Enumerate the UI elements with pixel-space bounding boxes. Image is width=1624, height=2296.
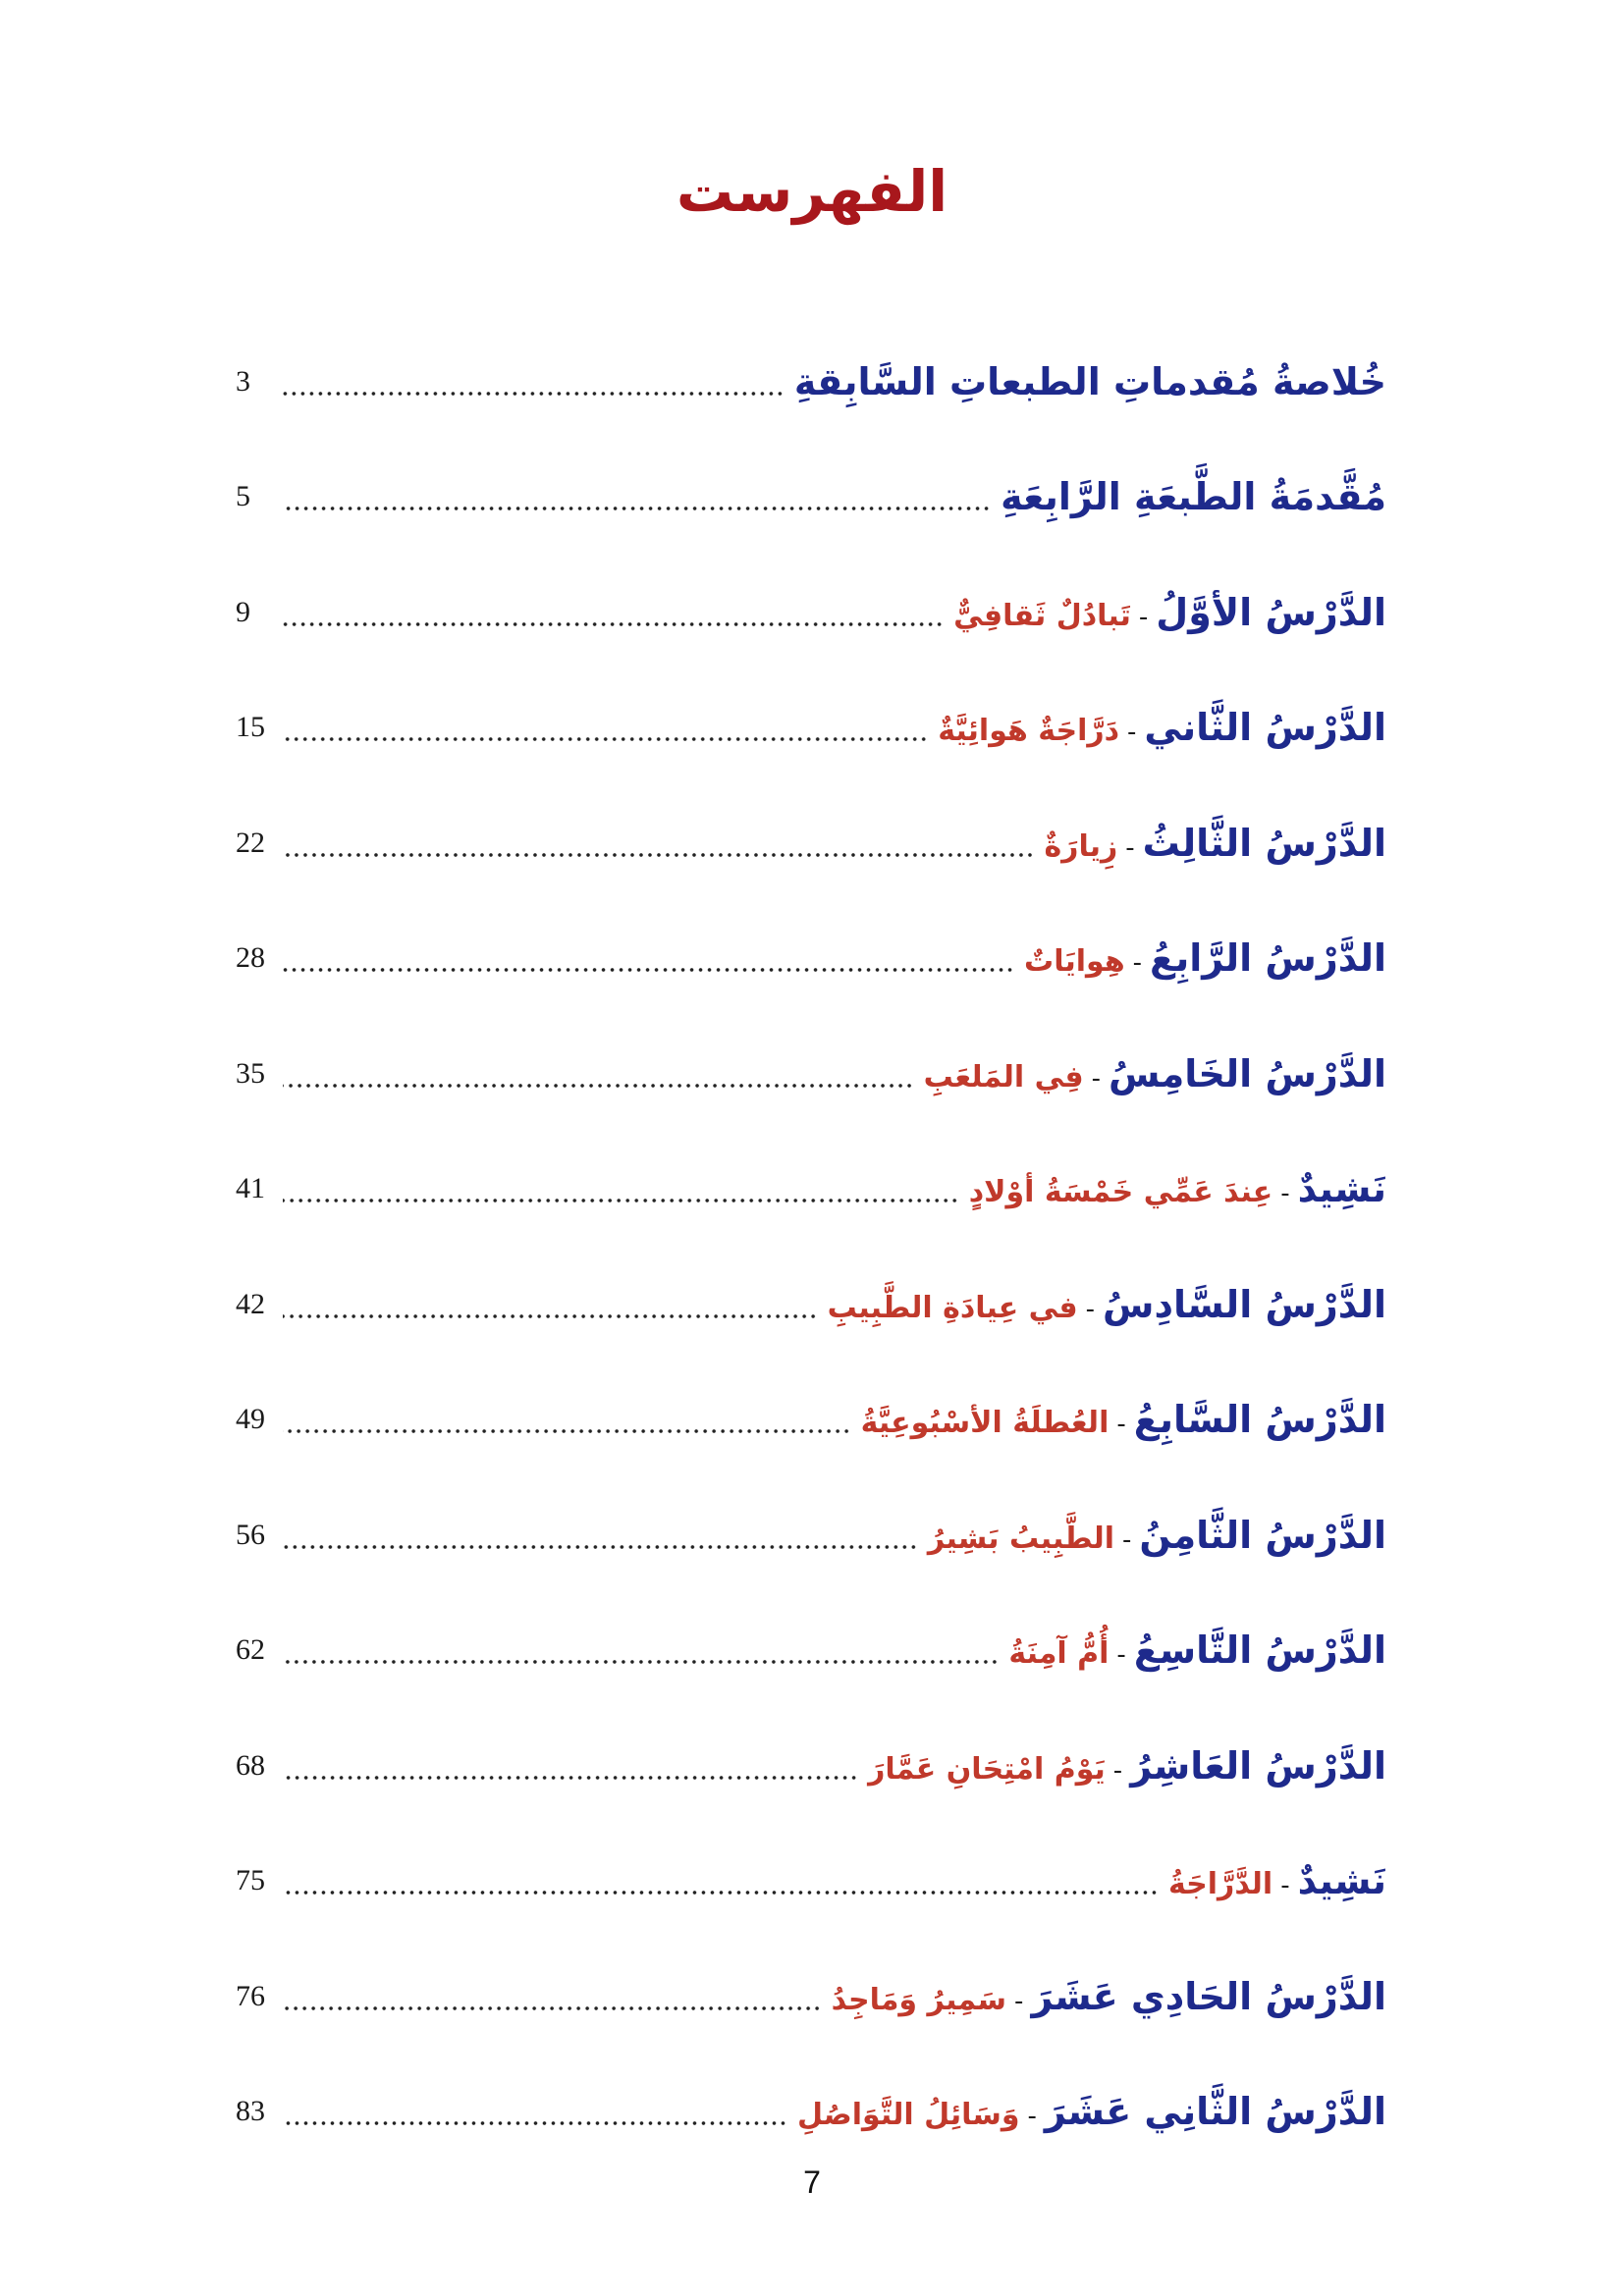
toc-entry-label	[868, 1744, 1386, 1788]
dot-leader	[283, 622, 944, 626]
toc-entry	[236, 901, 1386, 1017]
toc-entry-heading: نَشِيدٌ	[1297, 1167, 1386, 1211]
toc-entry	[236, 324, 1386, 440]
toc-page-number: 76	[236, 1979, 265, 2012]
toc-entry-heading: الدَّرْسُ الثَّانِي عَشَرَ	[1044, 2090, 1386, 2134]
toc-entry-separator: -	[1132, 948, 1143, 979]
toc-entry	[236, 1593, 1386, 1709]
toc-entry-heading: الدَّرْسُ السَّادِسُ	[1103, 1282, 1386, 1326]
toc-entry-subtitle: تَبادُلٌ ثَقافِيٌّ	[953, 598, 1131, 633]
toc-entry-heading: الدَّرْسُ التَّاسِعُ	[1133, 1629, 1386, 1673]
toc-entry-subtitle: أُمُّ آمِنَةُ	[1008, 1636, 1110, 1672]
toc-entry-heading: الدَّرْسُ الرَّابِعُ	[1150, 936, 1386, 981]
toc-entry-label	[1008, 1629, 1386, 1672]
toc-page-number: 15	[236, 711, 265, 744]
toc-entry-heading: مُقَّدمَةُ الطَّبعَةِ الرَّابِعَةِ	[1001, 475, 1386, 519]
toc-entry-label	[924, 1052, 1386, 1095]
toc-entry	[236, 1477, 1386, 1593]
dot-leader	[283, 1314, 818, 1318]
toc-entry-subtitle: يَوْمُ امْتِحَانِ عَمَّارَ	[868, 1751, 1106, 1787]
toc-entry-subtitle: العُطلَةُ الأسْبُوعِيَّةُ	[860, 1406, 1110, 1441]
toc-entry-subtitle: دَرَّاجَةٌ هَوائِيَّةٌ	[938, 714, 1120, 749]
toc-page-number: 3	[236, 364, 250, 398]
toc-entry	[236, 1939, 1386, 2055]
dot-leader	[283, 853, 1034, 857]
toc-entry-subtitle: زِيارَةٌ	[1044, 828, 1118, 864]
toc-entry	[236, 555, 1386, 670]
toc-entry-heading: الدَّرْسُ الحَادِي عَشَرَ	[1031, 1974, 1386, 2018]
toc-entry-subtitle: وَسَائِلُ التَّوَاصُلِ	[796, 2098, 1020, 2133]
dot-leader	[283, 968, 1014, 972]
toc-entry-label	[953, 591, 1386, 634]
toc-entry-heading: الدَّرْسُ الثَّالِثُ	[1142, 821, 1386, 865]
toc-entry	[236, 1708, 1386, 1824]
toc-page-number: 62	[236, 1633, 265, 1667]
toc-entry-heading: الدَّرْسُ الثَّاني	[1144, 706, 1386, 750]
toc-page-number: 28	[236, 941, 265, 975]
toc-entry-heading: الدَّرْسُ السَّابِعُ	[1133, 1398, 1386, 1442]
dot-leader	[283, 2121, 787, 2125]
toc-page-number: 56	[236, 1518, 265, 1551]
toc-entry	[236, 2055, 1386, 2170]
dot-leader	[283, 1660, 999, 1664]
toc-entry	[236, 440, 1386, 556]
toc-entry-label	[794, 360, 1386, 403]
dot-leader	[283, 2006, 822, 2010]
toc-entry-subtitle: في عِيادَةِ الطَّبِيبِ	[827, 1290, 1078, 1325]
toc-entry-label	[1168, 1859, 1386, 1902]
toc-entry-label	[1024, 936, 1386, 980]
toc-entry-subtitle: فِي المَلعَبِ	[923, 1059, 1084, 1095]
toc-entry-heading: الدَّرْسُ الخَامِسُ	[1109, 1051, 1386, 1095]
toc-entry-separator: -	[1085, 1294, 1096, 1324]
toc-entry-heading: الدَّرْسُ الثَّامِنُ	[1139, 1513, 1386, 1557]
table-of-contents	[236, 324, 1386, 2169]
dot-leader	[283, 1199, 959, 1202]
dot-leader	[283, 1545, 918, 1549]
dot-leader	[283, 1429, 851, 1433]
toc-entry-separator: -	[1280, 1179, 1290, 1209]
dot-leader	[283, 507, 991, 510]
toc-entry-heading: نَشِيدٌ	[1297, 1859, 1386, 1903]
toc-entry-heading: الدَّرْسُ الأوَّلُ	[1156, 590, 1386, 634]
toc-entry	[236, 1362, 1386, 1478]
toc-entry-separator: -	[1138, 602, 1149, 632]
toc-entry-subtitle: الطَّبِيبُ بَشِيرُ	[927, 1521, 1115, 1556]
toc-entry-separator: -	[1127, 718, 1137, 748]
toc-page-number: 42	[236, 1287, 265, 1320]
toc-page-number: 9	[236, 595, 250, 628]
toc-page-number: 41	[236, 1172, 265, 1205]
toc-page-number: 49	[236, 1403, 265, 1436]
dot-leader	[283, 737, 928, 741]
toc-entry-separator: -	[1091, 1063, 1102, 1094]
toc-entry-label	[861, 1398, 1386, 1441]
toc-entry	[236, 1132, 1386, 1248]
toc-entry-separator: -	[1122, 1524, 1132, 1555]
toc-entry-heading: الدَّرْسُ العَاشِرُ	[1130, 1743, 1386, 1788]
toc-page-number: 35	[236, 1056, 265, 1090]
toc-entry-subtitle: عِندَ عَمِّي خَمْسَةُ أوْلادٍ	[968, 1175, 1273, 1210]
toc-entry-subtitle: الدَّرَّاجَةُ	[1167, 1867, 1273, 1902]
toc-entry-label	[797, 2090, 1386, 2133]
toc-page-number: 22	[236, 826, 265, 859]
toc-entry-separator: -	[1116, 1640, 1126, 1671]
toc-entry-label	[928, 1514, 1386, 1557]
toc-page-number: 75	[236, 1864, 265, 1897]
toc-entry-label	[1044, 822, 1386, 865]
toc-entry-subtitle: سَمِيرُ وَمَاجِدُ	[831, 1982, 1007, 2017]
page-title: الفهرست	[676, 158, 948, 225]
toc-entry-heading: خُلاصةُ مُقدماتِ الطبعاتِ السَّابِقةِ	[793, 359, 1386, 403]
toc-entry-separator: -	[1014, 1986, 1024, 2016]
toc-page-number: 83	[236, 2095, 265, 2128]
toc-entry-separator: -	[1027, 2102, 1037, 2132]
toc-entry	[236, 1247, 1386, 1362]
toc-entry-separator: -	[1112, 1755, 1123, 1786]
toc-entry	[236, 785, 1386, 901]
toc-entry-label	[969, 1167, 1386, 1210]
toc-entry	[236, 1016, 1386, 1132]
toc-entry-separator: -	[1116, 1410, 1126, 1440]
toc-entry	[236, 1824, 1386, 1940]
toc-entry-subtitle: هِوايَاتٌ	[1024, 944, 1125, 980]
dot-leader	[283, 392, 785, 396]
toc-page-number: 5	[236, 480, 250, 513]
dot-leader	[283, 1776, 858, 1780]
toc-entry-separator: -	[1125, 832, 1135, 863]
toc-entry-label	[1001, 475, 1386, 518]
dot-leader	[283, 1084, 914, 1088]
page-number: 7	[803, 2164, 821, 2200]
dot-leader	[283, 1891, 1159, 1895]
toc-entry-label	[828, 1283, 1386, 1326]
toc-entry-label	[938, 706, 1386, 749]
toc-entry-label	[832, 1975, 1386, 2018]
toc-entry	[236, 670, 1386, 786]
toc-entry-separator: -	[1280, 1871, 1290, 1901]
toc-page-number: 68	[236, 1748, 265, 1782]
